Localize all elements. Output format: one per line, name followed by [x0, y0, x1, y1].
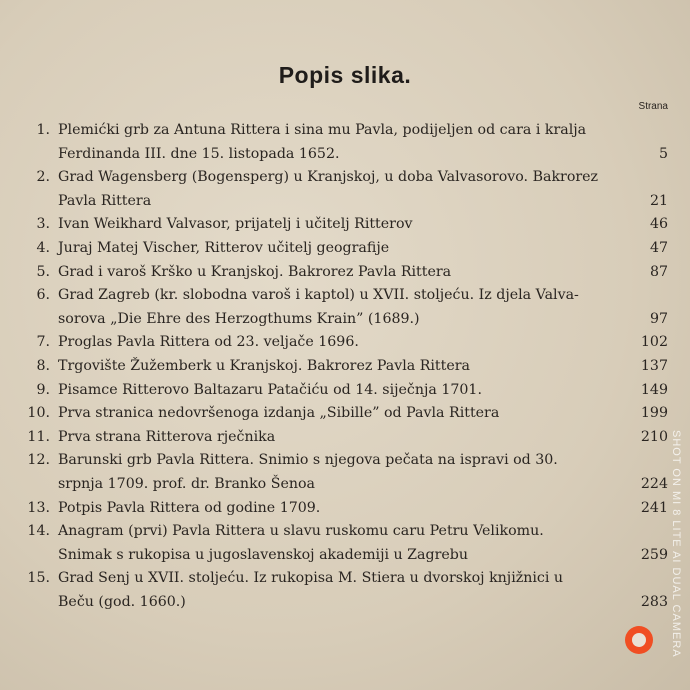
entry-number: 8.	[36, 358, 50, 374]
entry-page-number: 241	[640, 499, 668, 516]
list-item-line	[0, 213, 690, 235]
list-item-line	[0, 426, 690, 448]
page-column-header: Strana	[638, 101, 668, 112]
list-item-line	[0, 402, 690, 424]
entry-number: 14.	[27, 523, 50, 540]
entry-caption: Pisamce Ritterovo Baltazaru Patačiću od 14. siječnja 1701.	[58, 381, 482, 398]
entry-page-number: 137	[640, 358, 668, 374]
entry-page-number: 259	[640, 546, 668, 563]
list-item-line	[0, 119, 690, 141]
entry-page-number: 97	[649, 310, 668, 327]
camera-watermark: SHOT ON MI 8 LITE AI DUAL CAMERA	[670, 430, 682, 658]
entry-caption: Prva stranica nedovršenoga izdanja „Sibille” od Pavla Rittera	[58, 405, 500, 422]
list-item-line	[0, 567, 690, 589]
entry-caption: Grad Wagensberg (Bogensperg) u Kranjskoj, u doba Valvasorovo. Bakrorez	[58, 169, 599, 186]
entry-page-number: 149	[640, 381, 668, 398]
entry-caption: Ivan Weikhard Valvasor, prijatelj i učitelj Ritterov	[58, 216, 413, 233]
entry-page-number: 210	[640, 428, 668, 445]
entry-caption: Barunski grb Pavla Rittera. Snimio s njegova pečata na ispravi od 30.	[58, 452, 558, 469]
entry-caption: Pavla Rittera	[58, 192, 152, 209]
entry-number: 5.	[36, 263, 50, 280]
entry-number: 15.	[27, 570, 50, 587]
entry-page-number: 224	[640, 476, 668, 492]
entry-number: 13.	[27, 499, 50, 516]
page-title: Popis slika.	[278, 62, 412, 88]
entry-caption: sorova „Die Ehre des Herzogthums Krain” (1689.)	[58, 310, 420, 327]
entry-caption: Potpis Pavla Rittera od godine 1709.	[58, 499, 321, 516]
entry-page-number: 46	[649, 216, 668, 233]
entry-caption: Grad i varoš Krško u Kranjskoj. Bakrorez Pavla Rittera	[58, 263, 452, 280]
list-item-line	[0, 308, 690, 330]
list-item-line	[0, 449, 690, 471]
list-item-line	[0, 143, 690, 165]
list-item-line	[0, 190, 690, 212]
list-item-line	[0, 166, 690, 188]
entry-caption: Proglas Pavla Rittera od 23. veljače 1696.	[58, 334, 359, 351]
list-item-line	[0, 331, 690, 353]
entry-caption: srpnja 1709. prof. dr. Branko Šenoa	[58, 476, 315, 492]
entry-caption: Plemićki grb za Antuna Rittera i sina mu Pavla, podijeljen od cara i kralja	[58, 122, 587, 138]
entry-number: 10.	[27, 405, 50, 422]
entry-number: 3.	[36, 216, 50, 233]
entry-page-number: 199	[640, 405, 668, 422]
entry-number: 9.	[36, 381, 50, 398]
entry-caption: Anagram (prvi) Pavla Rittera u slavu ruskomu caru Petru Velikomu.	[58, 523, 544, 540]
entry-number: 4.	[36, 240, 50, 256]
entry-page-number: 21	[649, 192, 668, 209]
entry-page-number: 5	[658, 145, 668, 162]
entry-page-number: 47	[649, 240, 668, 256]
list-item-line	[0, 237, 690, 259]
entry-caption: Snimak s rukopisa u jugoslavenskoj akademiji u Zagrebu	[58, 546, 468, 563]
list-item-line	[0, 355, 690, 377]
entry-caption: Grad Senj u XVII. stoljeću. Iz rukopisa M. Stiera u dvorskoj knjižnici u	[58, 570, 564, 587]
entry-caption: Prva strana Ritterova rječnika	[58, 428, 276, 445]
list-item-line	[0, 544, 690, 566]
entry-caption: Ferdinanda III. dne 15. listopada 1652.	[58, 145, 340, 162]
entry-caption: Grad Zagreb (kr. slobodna varoš i kaptol) u XVII. stoljeću. Iz djela Valva-	[58, 287, 579, 304]
list-item-line	[0, 379, 690, 401]
list-item-line	[0, 520, 690, 542]
entry-caption: Trgovište Žužemberk u Kranjskoj. Bakrorez Pavla Rittera	[58, 358, 470, 374]
camera-logo-icon	[625, 626, 653, 654]
list-item-line	[0, 497, 690, 519]
entry-page-number: 283	[640, 594, 668, 610]
entry-number: 12.	[27, 452, 50, 469]
entry-page-number: 87	[649, 263, 668, 280]
entry-caption: Beču (god. 1660.)	[58, 594, 186, 610]
entry-number: 7.	[36, 334, 50, 351]
entry-number: 2.	[36, 169, 50, 186]
list-item-line	[0, 591, 690, 613]
entry-number: 1.	[36, 122, 50, 138]
entry-caption: Juraj Matej Vischer, Ritterov učitelj geografije	[58, 240, 390, 256]
entry-page-number: 102	[640, 334, 668, 351]
entry-number: 11.	[27, 428, 50, 445]
list-item-line	[0, 261, 690, 283]
list-item-line	[0, 473, 690, 495]
list-item-line	[0, 284, 690, 306]
entry-number: 6.	[36, 287, 50, 304]
